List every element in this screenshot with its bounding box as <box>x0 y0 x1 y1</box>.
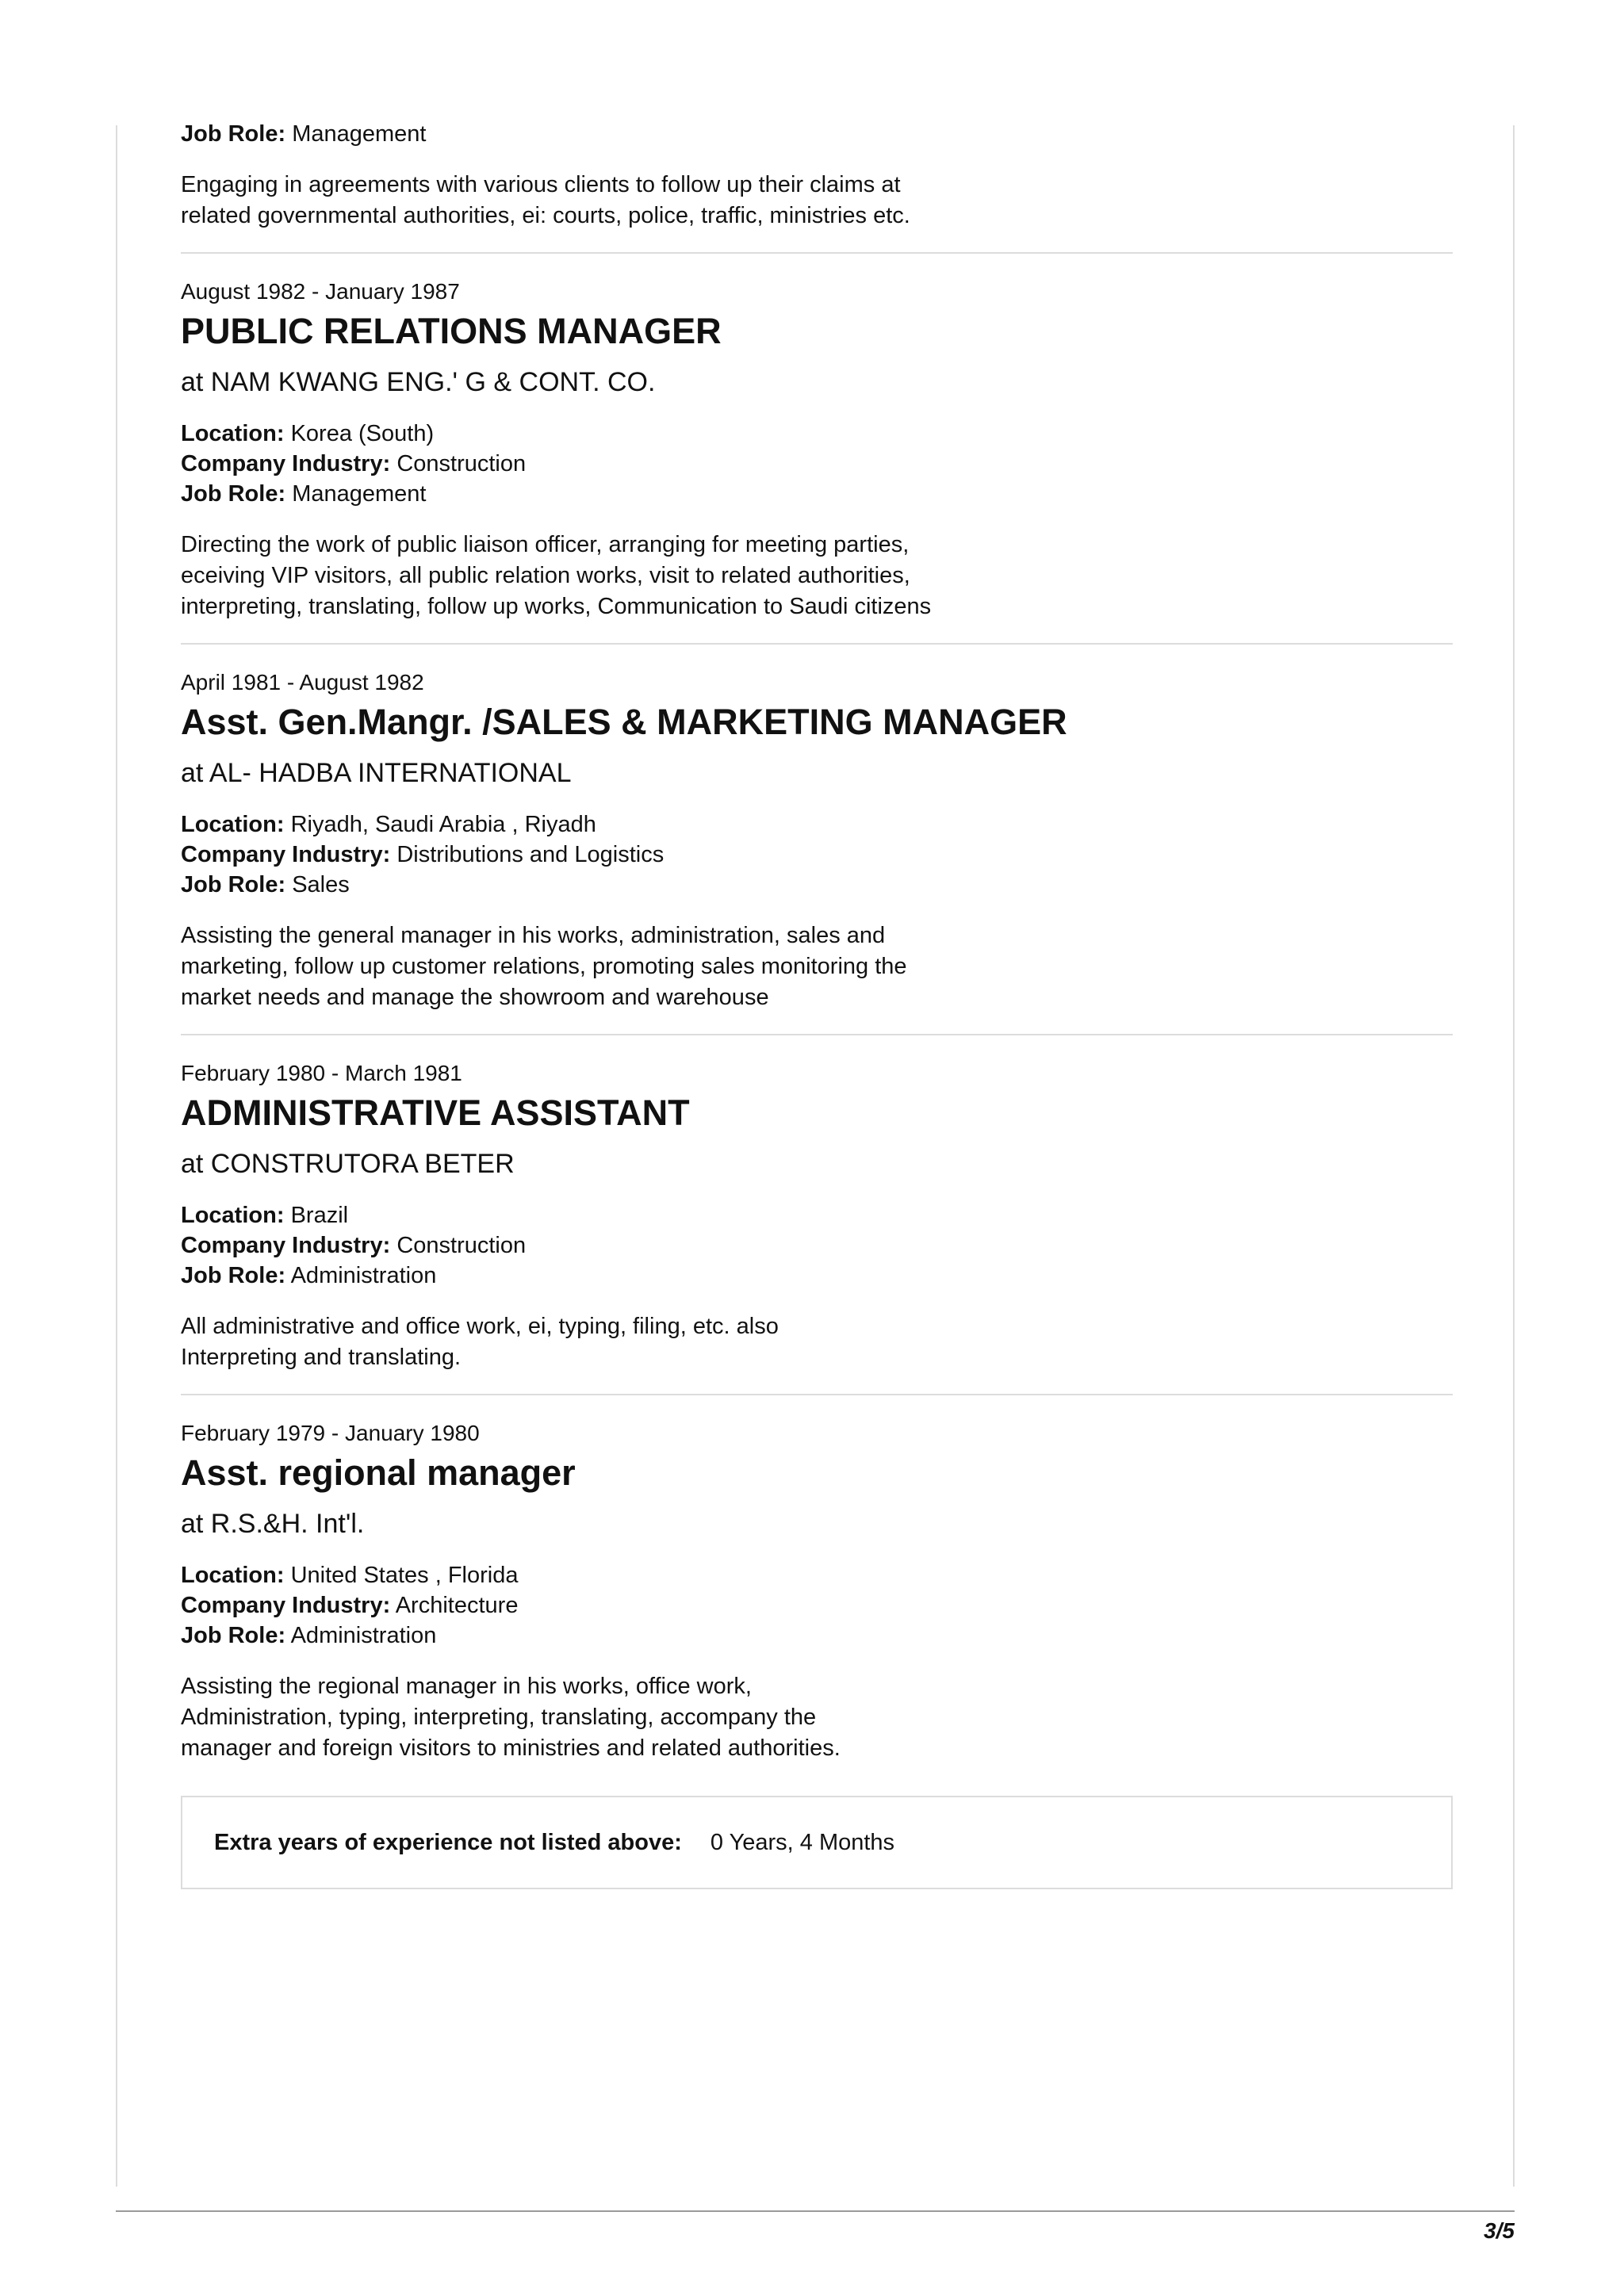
job-role-line <box>181 1621 1453 1651</box>
industry-value: Architecture <box>395 1593 519 1618</box>
extra-experience-value: 0 Years, 4 Months <box>710 1829 895 1855</box>
job-role-line <box>181 479 1453 509</box>
job-role-label: Job Role: <box>181 1263 286 1288</box>
divider <box>181 1034 1453 1035</box>
divider <box>181 1394 1453 1395</box>
description-line: Assisting the regional manager in his works, office work, <box>181 1674 752 1699</box>
job-title: Asst. Gen.Mangr. /SALES & MARKETING MANAGER <box>181 702 1067 742</box>
description-line: Administration, typing, interpreting, translating, accompany the <box>181 1705 817 1730</box>
location-value: United States , Florida <box>290 1563 519 1588</box>
job-description <box>181 920 974 1013</box>
job-company: at NAM KWANG ENG.' G & CONT. CO. <box>181 367 656 397</box>
job-title: ADMINISTRATIVE ASSISTANT <box>181 1093 690 1133</box>
industry-label: Company Industry: <box>181 451 391 476</box>
job-role-line <box>181 119 1453 149</box>
job-title: Asst. regional manager <box>181 1452 576 1493</box>
job-entry <box>181 277 1453 622</box>
footer-divider <box>116 2210 1515 2212</box>
divider <box>181 643 1453 645</box>
job-role-value: Administration <box>290 1623 437 1648</box>
industry-line <box>181 1230 1453 1261</box>
job-role-value: Management <box>292 481 427 507</box>
job-entry <box>181 1059 1453 1373</box>
job-description <box>181 1311 974 1373</box>
job-role-label: Job Role: <box>181 121 286 147</box>
description-line: interpreting, translating, follow up works, Communication to Saudi citizens <box>181 594 932 619</box>
job-dates: August 1982 - January 1987 <box>181 279 460 304</box>
job-description <box>181 1671 974 1764</box>
job-entry <box>181 668 1453 1013</box>
job-dates: April 1981 - August 1982 <box>181 670 424 695</box>
description-line: Interpreting and translating. <box>181 1345 462 1370</box>
job-role-label: Job Role: <box>181 1623 286 1648</box>
location-label: Location: <box>181 812 285 837</box>
industry-value: Construction <box>396 1233 527 1258</box>
location-label: Location: <box>181 421 285 446</box>
description-line: related governmental authorities, ei: courts, police, traffic, ministries etc. <box>181 203 910 228</box>
job-company: at R.S.&H. Int'l. <box>181 1509 365 1539</box>
job-role-value: Sales <box>292 872 350 897</box>
job-role-value: Administration <box>290 1263 437 1288</box>
page-number: 3/5 <box>1484 2218 1515 2243</box>
description-line: Assisting the general manager in his works, administration, sales and <box>181 923 886 948</box>
industry-line <box>181 449 1453 479</box>
experience-section <box>181 119 1453 1889</box>
industry-line <box>181 1590 1453 1621</box>
job-description <box>181 530 974 622</box>
extra-experience-label: Extra years of experience not listed above: <box>214 1829 682 1855</box>
location-label: Location: <box>181 1563 285 1588</box>
job-role-line <box>181 1261 1453 1291</box>
job-role-value: Management <box>292 121 427 147</box>
location-value: Korea (South) <box>290 421 435 446</box>
location-value: Brazil <box>290 1203 349 1228</box>
industry-label: Company Industry: <box>181 1593 391 1618</box>
job-entry <box>181 1419 1453 1764</box>
industry-label: Company Industry: <box>181 842 391 867</box>
description-line: All administrative and office work, ei, typing, filing, etc. also <box>181 1314 779 1339</box>
job-role-line <box>181 870 1453 900</box>
industry-value: Distributions and Logistics <box>396 842 665 867</box>
job-company: at CONSTRUTORA BETER <box>181 1149 515 1179</box>
job-role-label: Job Role: <box>181 481 286 507</box>
location-line <box>181 419 1453 449</box>
location-line <box>181 809 1453 840</box>
description-line: Engaging in agreements with various clients to follow up their claims at <box>181 172 901 197</box>
job-role-label: Job Role: <box>181 872 286 897</box>
job-title: PUBLIC RELATIONS MANAGER <box>181 311 722 351</box>
description-line: manager and foreign visitors to ministries and related authorities. <box>181 1735 841 1761</box>
divider <box>181 252 1453 254</box>
location-line <box>181 1560 1453 1590</box>
job-description <box>181 170 974 232</box>
industry-line <box>181 840 1453 870</box>
description-line: Directing the work of public liaison officer, arranging for meeting parties, <box>181 532 910 557</box>
description-line: eceiving VIP visitors, all public relation works, visit to related authorities, <box>181 563 910 588</box>
description-line: market needs and manage the showroom and warehouse <box>181 985 769 1010</box>
industry-label: Company Industry: <box>181 1233 391 1258</box>
extra-experience-box <box>181 1796 1453 1889</box>
job-dates: February 1979 - January 1980 <box>181 1421 480 1445</box>
industry-value: Construction <box>396 451 527 476</box>
location-label: Location: <box>181 1203 285 1228</box>
job-dates: February 1980 - March 1981 <box>181 1061 462 1085</box>
job-company: at AL- HADBA INTERNATIONAL <box>181 758 572 788</box>
location-value: Riyadh, Saudi Arabia , Riyadh <box>290 812 596 837</box>
location-line <box>181 1200 1453 1230</box>
description-line: marketing, follow up customer relations, promoting sales monitoring the <box>181 954 907 979</box>
